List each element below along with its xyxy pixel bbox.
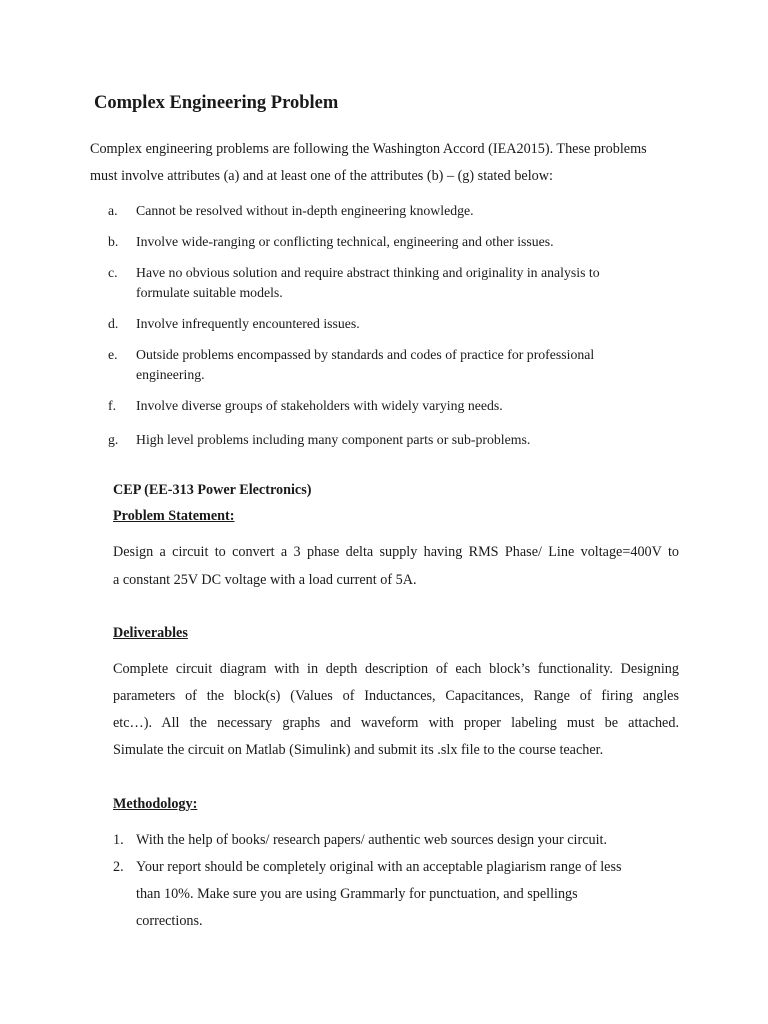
- attribute-item-b: [108, 232, 688, 252]
- attribute-text: Cannot be resolved without in-depth engineering knowledge.: [136, 203, 474, 218]
- methodology-text: corrections.: [136, 913, 203, 929]
- attribute-text: Involve diverse groups of stakeholders with widely varying needs.: [136, 398, 503, 413]
- methodology-text: Your report should be completely original with an acceptable plagiarism range of less: [136, 859, 622, 875]
- cep-title: CEP (EE-313 Power Electronics): [113, 482, 312, 498]
- attribute-item-a: [108, 201, 688, 221]
- intro-line: Complex engineering problems are following the Washington Accord (IEA2015). These problems: [90, 141, 647, 157]
- paragraph-line: parameters of the block(s) (Values of Inductances, Capacitances, Range of firing angles: [113, 688, 679, 704]
- list-marker: b.: [108, 234, 119, 249]
- list-marker: g.: [108, 432, 119, 447]
- attribute-item-c: [108, 263, 688, 303]
- methodology-text: With the help of books/ research papers/ authentic web sources design your circuit.: [136, 832, 608, 848]
- paragraph-line: a constant 25V DC voltage with a load current of 5A.: [113, 572, 417, 588]
- methodology-heading: Methodology:: [113, 796, 198, 812]
- attribute-text: Outside problems encompassed by standards and codes of practice for professional: [136, 347, 595, 362]
- list-marker: e.: [108, 347, 118, 362]
- document-title: Complex Engineering Problem: [94, 93, 339, 113]
- problem-statement-text: [113, 538, 679, 594]
- paragraph-line: Design a circuit to convert a 3 phase delta supply having RMS Phase/ Line voltage=400V to: [113, 544, 679, 560]
- methodology-text: than 10%. Make sure you are using Grammarly for punctuation, and spellings: [136, 886, 578, 902]
- attribute-item-d: [108, 314, 688, 334]
- attribute-text: formulate suitable models.: [136, 285, 283, 300]
- paragraph-line: Simulate the circuit on Matlab (Simulink) and submit its .slx file to the course teacher.: [113, 742, 604, 758]
- methodology-item-1: [113, 827, 679, 854]
- problem-statement-heading: Problem Statement:: [113, 508, 235, 524]
- attribute-text: Involve wide-ranging or conflicting technical, engineering and other issues.: [136, 234, 554, 249]
- list-marker: a.: [108, 203, 118, 218]
- methodology-item-2: [113, 854, 679, 935]
- attribute-text: High level problems including many component parts or sub-problems.: [136, 432, 531, 447]
- list-marker: 2.: [113, 859, 124, 875]
- attribute-item-e: [108, 345, 688, 385]
- paragraph-line: etc…). All the necessary graphs and waveform with proper labeling must be attached.: [113, 715, 679, 731]
- list-marker: d.: [108, 316, 119, 331]
- list-marker: 1.: [113, 832, 124, 848]
- paragraph-line: Complete circuit diagram with in depth description of each block’s functionality. Designing: [113, 661, 679, 677]
- intro-line: must involve attributes (a) and at least one of the attributes (b) – (g) stated below:: [90, 168, 553, 184]
- attribute-text: Have no obvious solution and require abstract thinking and originality in analysis to: [136, 265, 600, 280]
- attribute-text: engineering.: [136, 367, 205, 382]
- list-marker: f.: [108, 398, 117, 413]
- attribute-text: Involve infrequently encountered issues.: [136, 316, 360, 331]
- attribute-item-g: [108, 430, 688, 450]
- attributes-list: [108, 201, 688, 461]
- attribute-item-f: [108, 396, 688, 416]
- deliverables-text: [113, 656, 679, 764]
- deliverables-heading: Deliverables: [113, 625, 188, 641]
- methodology-list: [113, 827, 679, 935]
- list-marker: c.: [108, 265, 118, 280]
- intro-paragraph: [90, 136, 670, 190]
